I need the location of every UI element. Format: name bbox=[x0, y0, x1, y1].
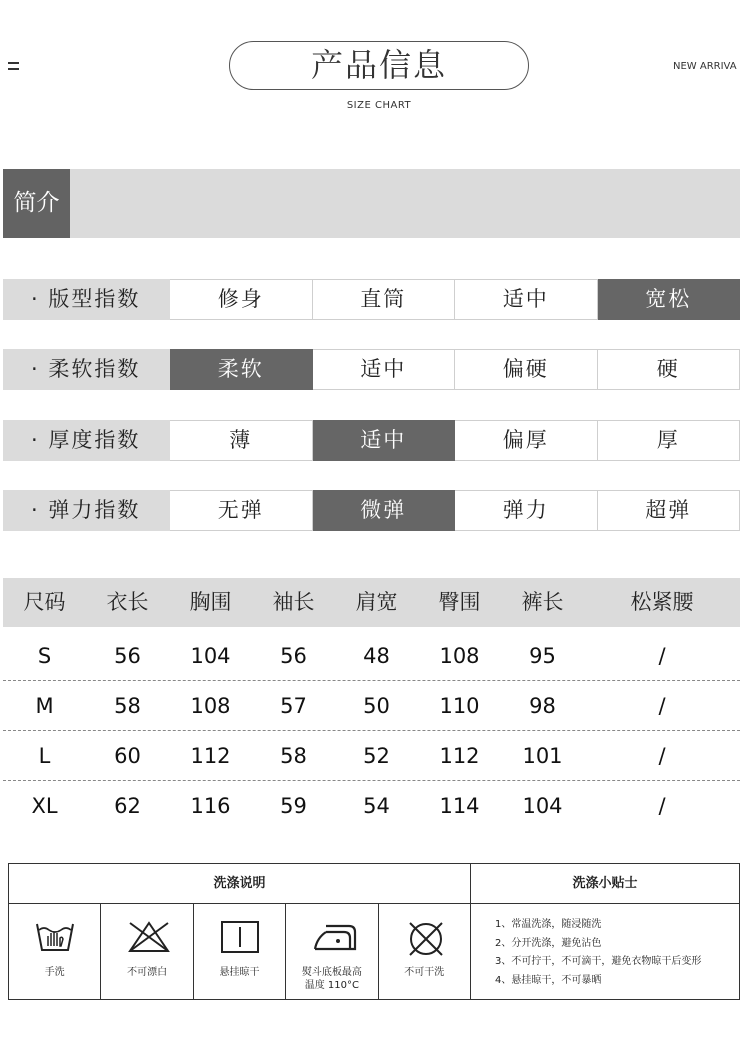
table-cell: 60 bbox=[114, 744, 141, 768]
index-row bbox=[3, 490, 740, 531]
column-header: 袖长 bbox=[272, 590, 315, 614]
caption-line: 温度 110°C bbox=[304, 980, 359, 991]
new-arrival-tag: NEW ARRIVA bbox=[673, 61, 737, 72]
tip-item: 2、分开洗涤，避免沾色 bbox=[495, 937, 602, 949]
index-label: · 厚度指数 bbox=[3, 420, 170, 461]
table-cell: 57 bbox=[280, 694, 307, 718]
index-option: 适中 bbox=[313, 420, 456, 461]
tip-item: 1、常温洗涤，随浸随洗 bbox=[495, 919, 602, 930]
index-option: 微弹 bbox=[313, 490, 456, 531]
index-label: · 版型指数 bbox=[3, 279, 170, 320]
table-cell: 112 bbox=[190, 744, 231, 768]
index-row bbox=[3, 420, 740, 461]
tip-item: 3、不可拧干，不可滴干，避免衣物晾干后变形 bbox=[495, 956, 702, 967]
no-dry-clean-icon bbox=[405, 920, 447, 958]
index-option: 修身 bbox=[170, 279, 313, 320]
wash-title: 洗涤说明 bbox=[9, 864, 471, 904]
care-item bbox=[9, 904, 101, 999]
table-row bbox=[3, 731, 740, 781]
table-cell: 58 bbox=[280, 744, 307, 768]
table-cell: 59 bbox=[280, 794, 307, 818]
table-cell: 116 bbox=[190, 794, 231, 818]
care-item bbox=[101, 904, 193, 999]
index-option: 宽松 bbox=[598, 279, 741, 320]
intro-label: 简介 bbox=[3, 169, 70, 238]
hang-dry-icon bbox=[220, 920, 260, 954]
table-cell: 108 bbox=[439, 644, 480, 668]
size-table-header bbox=[3, 578, 740, 627]
table-cell: 48 bbox=[363, 644, 390, 668]
table-cell: 52 bbox=[363, 744, 390, 768]
tip-item: 4、悬挂晾干，不可暴晒 bbox=[495, 974, 602, 986]
index-option: 硬 bbox=[598, 349, 741, 390]
care-caption: 手洗 bbox=[44, 967, 65, 978]
table-cell: 58 bbox=[114, 694, 141, 718]
column-header: 裤长 bbox=[521, 590, 564, 614]
care-caption: 悬挂晾干 bbox=[219, 967, 260, 978]
table-cell: / bbox=[658, 794, 666, 818]
table-cell: 56 bbox=[114, 644, 141, 668]
table-cell: 110 bbox=[439, 694, 480, 718]
index-option: 厚 bbox=[598, 420, 741, 461]
table-cell: / bbox=[658, 644, 666, 668]
care-item bbox=[286, 904, 378, 999]
column-header: 臀围 bbox=[438, 590, 481, 614]
table-cell: / bbox=[658, 744, 666, 768]
care-section bbox=[8, 863, 740, 1000]
table-cell: XL bbox=[31, 794, 58, 818]
table-cell: S bbox=[37, 644, 52, 668]
table-cell: 62 bbox=[114, 794, 141, 818]
care-caption: 不可干洗 bbox=[404, 967, 445, 978]
index-row bbox=[3, 349, 740, 390]
table-row bbox=[3, 781, 740, 831]
care-tips bbox=[495, 916, 701, 990]
index-label: · 弹力指数 bbox=[3, 490, 170, 531]
table-cell: 54 bbox=[363, 794, 390, 818]
column-header: 肩宽 bbox=[355, 590, 398, 614]
column-header: 胸围 bbox=[189, 590, 232, 614]
table-cell: 98 bbox=[529, 694, 556, 718]
table-row bbox=[3, 631, 740, 681]
index-option: 柔软 bbox=[170, 349, 313, 390]
table-cell: 114 bbox=[439, 794, 480, 818]
table-cell: 108 bbox=[190, 694, 231, 718]
column-header: 尺码 bbox=[23, 590, 66, 614]
table-cell: 112 bbox=[439, 744, 480, 768]
page-title: 产品信息 bbox=[229, 41, 529, 90]
care-caption bbox=[286, 966, 377, 992]
table-cell: M bbox=[35, 694, 54, 718]
table-cell: 104 bbox=[522, 794, 563, 818]
table-cell: L bbox=[38, 744, 51, 768]
care-caption: 不可漂白 bbox=[127, 967, 168, 978]
table-row bbox=[3, 681, 740, 731]
index-option: 适中 bbox=[313, 349, 456, 390]
page-subtitle: SIZE CHART bbox=[346, 100, 412, 111]
menu-icon[interactable] bbox=[8, 62, 19, 74]
index-option: 薄 bbox=[170, 420, 313, 461]
index-option: 弹力 bbox=[455, 490, 598, 531]
column-header: 衣长 bbox=[106, 590, 149, 614]
table-cell: 104 bbox=[190, 644, 231, 668]
index-option: 偏硬 bbox=[455, 349, 598, 390]
care-item bbox=[194, 904, 286, 999]
index-option: 无弹 bbox=[170, 490, 313, 531]
tips-title: 洗涤小贴士 bbox=[471, 864, 739, 904]
care-icons bbox=[9, 904, 471, 999]
table-cell: 56 bbox=[280, 644, 307, 668]
index-label: · 柔软指数 bbox=[3, 349, 170, 390]
care-item bbox=[379, 904, 471, 999]
table-cell: 95 bbox=[529, 644, 556, 668]
hand-wash-icon bbox=[35, 920, 75, 954]
iron-icon bbox=[312, 920, 358, 954]
index-option: 适中 bbox=[455, 279, 598, 320]
index-option: 偏厚 bbox=[455, 420, 598, 461]
caption-line: 熨斗底板最高 bbox=[301, 967, 362, 978]
column-header: 松紧腰 bbox=[630, 590, 694, 614]
no-bleach-icon bbox=[127, 920, 171, 954]
table-cell: / bbox=[658, 694, 666, 718]
index-option: 直筒 bbox=[313, 279, 456, 320]
table-cell: 50 bbox=[363, 694, 390, 718]
index-row bbox=[3, 279, 740, 320]
intro-section bbox=[3, 169, 740, 238]
index-option: 超弹 bbox=[598, 490, 741, 531]
table-cell: 101 bbox=[522, 744, 563, 768]
